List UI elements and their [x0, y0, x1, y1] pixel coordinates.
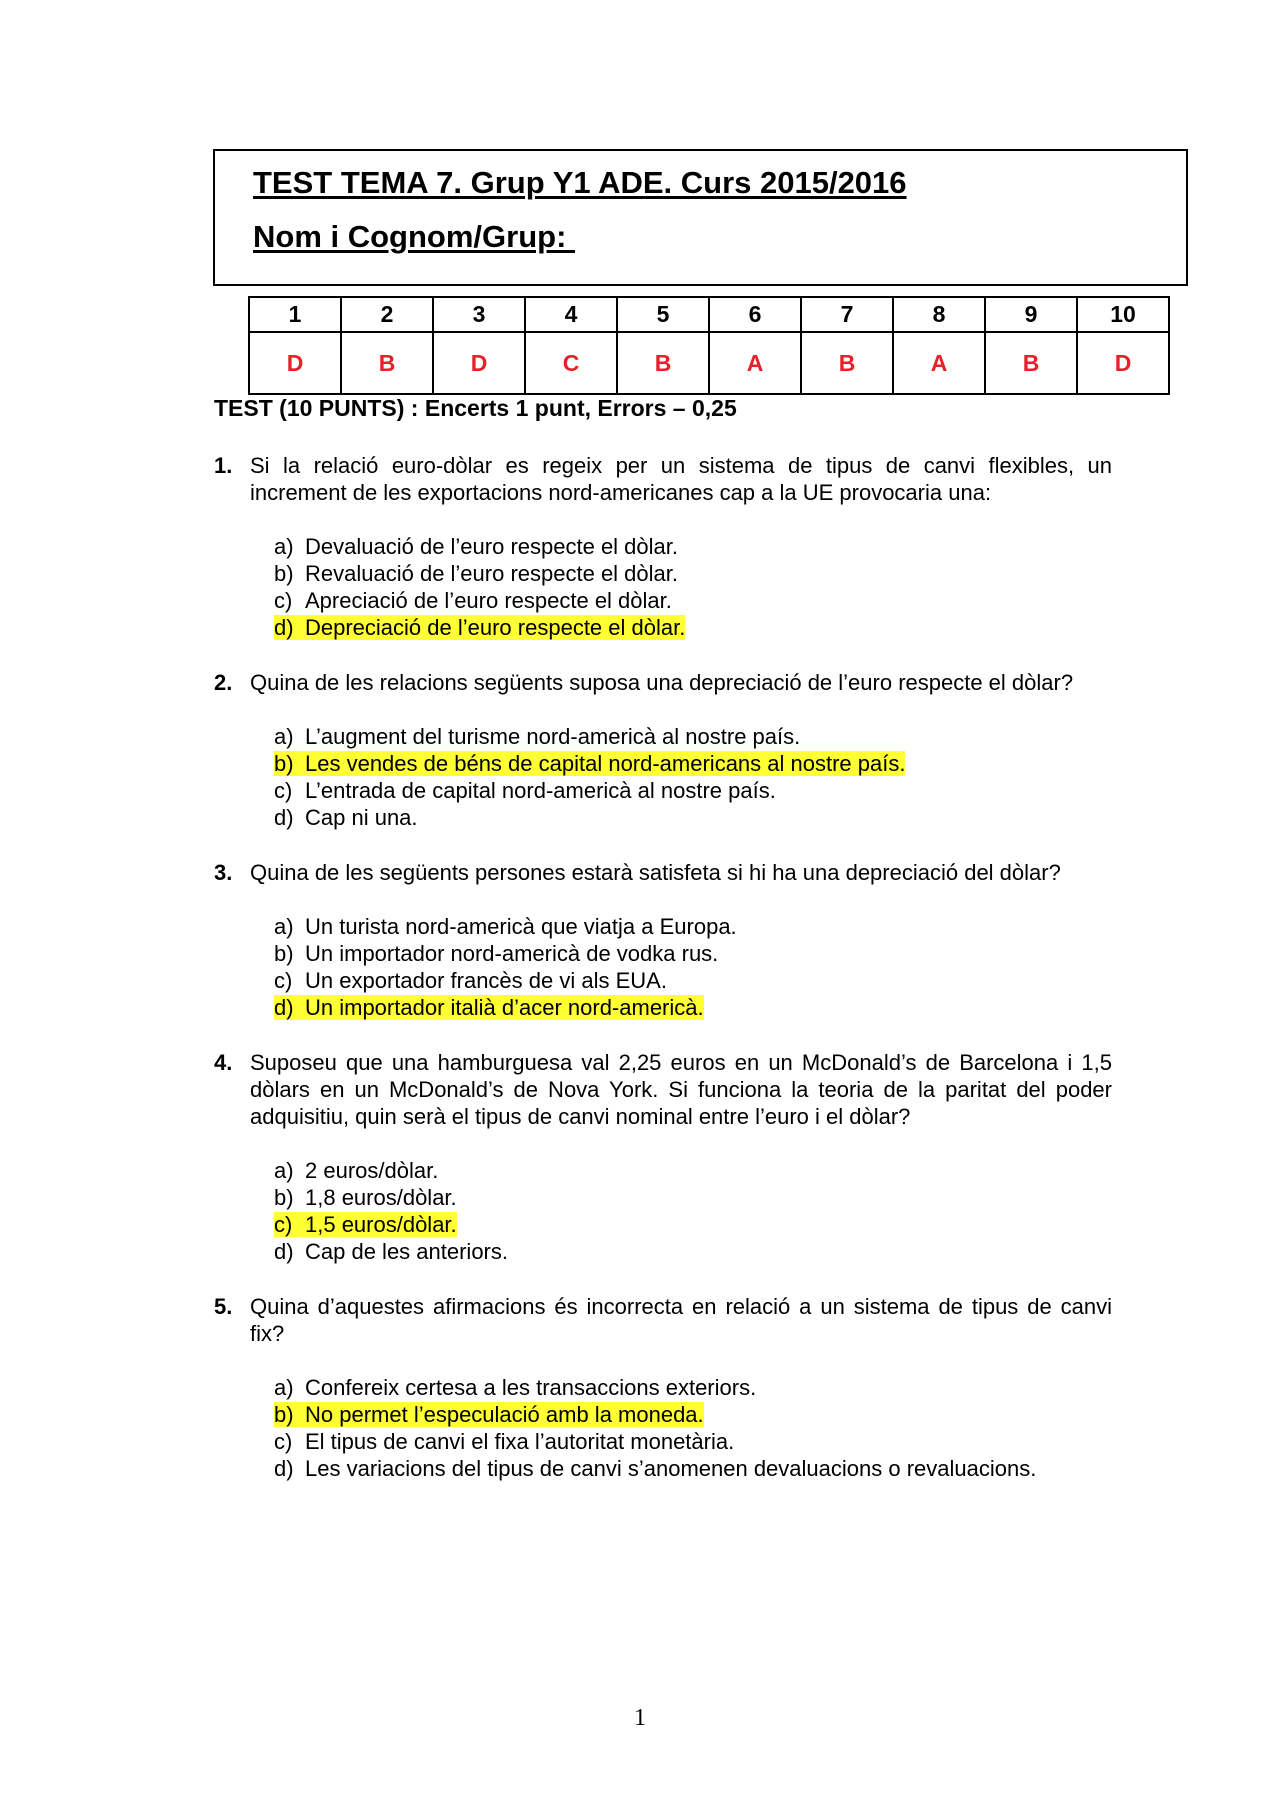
- question-item: [214, 859, 1112, 1021]
- question-number-cell: 6: [709, 297, 801, 332]
- question-number-cell: 3: [433, 297, 525, 332]
- page-number: 1: [634, 1705, 646, 1731]
- answer-option: [274, 940, 1112, 967]
- answer-option: [274, 1455, 1112, 1482]
- question-number-cell: 9: [985, 297, 1077, 332]
- question-text: Quina d’aquestes afirmacions és incorrecta en relació a un sistema de tipus de canvi fix?: [250, 1294, 1112, 1346]
- answers-row: [249, 332, 1169, 394]
- option-text: Un importador nord-americà de vodka rus.: [305, 941, 719, 966]
- option-text: Les vendes de béns de capital nord-americans al nostre país.: [305, 751, 906, 776]
- option-letter: a): [274, 1158, 294, 1183]
- answer-option: [274, 533, 1112, 560]
- option-letter: d): [274, 805, 294, 830]
- answer-option: [274, 1184, 1112, 1211]
- answer-option: [274, 804, 1112, 831]
- option-text: Confereix certesa a les transaccions exteriors.: [305, 1375, 757, 1400]
- question-item: [214, 669, 1112, 831]
- test-title: TEST TEMA 7. Grup Y1 ADE. Curs 2015/2016: [253, 165, 907, 200]
- answer-cell: B: [617, 332, 709, 394]
- questions-list: [214, 452, 1112, 1510]
- option-letter: d): [274, 1239, 294, 1264]
- answer-options: [274, 723, 1112, 831]
- option-text: 2 euros/dòlar.: [305, 1158, 439, 1183]
- question-text: Quina de les relacions següents suposa una depreciació de l’euro respecte el dòlar?: [250, 670, 1074, 695]
- answer-option: [274, 587, 1112, 614]
- answer-option-correct: [274, 1211, 1112, 1238]
- option-text: El tipus de canvi el fixa l’autoritat monetària.: [305, 1429, 735, 1454]
- option-text: Un importador italià d’acer nord-americà.: [305, 995, 704, 1020]
- answer-option: [274, 777, 1112, 804]
- option-text: Devaluació de l’euro respecte el dòlar.: [305, 534, 679, 559]
- option-text: Cap de les anteriors.: [305, 1239, 508, 1264]
- answer-option: [274, 1238, 1112, 1265]
- question-number: 1.: [214, 453, 233, 478]
- question-number: 2.: [214, 670, 233, 695]
- option-letter: c): [274, 778, 293, 803]
- option-text: Les variacions del tipus de canvi s’anomenen devaluacions o revaluacions.: [305, 1456, 1037, 1481]
- question-number-cell: 1: [249, 297, 341, 332]
- question-number: 4.: [214, 1050, 233, 1075]
- answer-option: [274, 967, 1112, 994]
- answer-options: [274, 533, 1112, 641]
- option-letter: a): [274, 1375, 294, 1400]
- option-text: L’augment del turisme nord-americà al nostre país.: [305, 724, 801, 749]
- question-item: [214, 452, 1112, 641]
- option-text: Un turista nord-americà que viatja a Europa.: [305, 914, 737, 939]
- option-letter: d): [274, 995, 294, 1020]
- answer-option: [274, 723, 1112, 750]
- question-number-cell: 10: [1077, 297, 1169, 332]
- answer-options: [274, 1374, 1112, 1482]
- answer-option: [274, 1374, 1112, 1401]
- question-item: [214, 1293, 1112, 1482]
- question-number-cell: 4: [525, 297, 617, 332]
- question-text: Si la relació euro-dòlar es regeix per un sistema de tipus de canvi flexibles, un increment de les exportacions nord-americanes cap a la UE provocaria una:: [250, 453, 1112, 505]
- answer-cell: D: [433, 332, 525, 394]
- option-text: No permet l’especulació amb la moneda.: [305, 1402, 704, 1427]
- answer-option-correct: [274, 750, 1112, 777]
- question-number-cell: 5: [617, 297, 709, 332]
- answer-cell: C: [525, 332, 617, 394]
- answer-cell: D: [249, 332, 341, 394]
- option-text: Cap ni una.: [305, 805, 418, 830]
- answer-cell: A: [893, 332, 985, 394]
- option-letter: c): [274, 968, 293, 993]
- option-letter: b): [274, 751, 294, 776]
- question-number: 5.: [214, 1294, 233, 1319]
- name-field-label: Nom i Cognom/Grup:: [253, 219, 576, 254]
- answer-cell: A: [709, 332, 801, 394]
- answer-option-correct: [274, 1401, 1112, 1428]
- question-number-cell: 8: [893, 297, 985, 332]
- option-text: 1,8 euros/dòlar.: [305, 1185, 457, 1210]
- answer-cell: B: [985, 332, 1077, 394]
- option-letter: b): [274, 941, 294, 966]
- option-text: 1,5 euros/dòlar.: [305, 1212, 457, 1237]
- answer-option-correct: [274, 994, 1112, 1021]
- option-text: Revaluació de l’euro respecte el dòlar.: [305, 561, 679, 586]
- answer-options: [274, 913, 1112, 1021]
- answer-option: [274, 913, 1112, 940]
- header-box: [213, 149, 1188, 286]
- answer-options: [274, 1157, 1112, 1265]
- option-letter: a): [274, 724, 294, 749]
- question-text: Suposeu que una hamburguesa val 2,25 euros en un McDonald’s de Barcelona i 1,5 dòlars en un McDonald’s de Nova York. Si funciona la teoria de la paritat del poder adquisitiu, quin serà el tipus de canvi nominal entre l’euro i el dòlar?: [250, 1050, 1112, 1129]
- answer-cell: B: [801, 332, 893, 394]
- question-number-cell: 2: [341, 297, 433, 332]
- question-text: Quina de les següents persones estarà satisfeta si hi ha una depreciació del dòlar?: [250, 860, 1061, 885]
- option-letter: a): [274, 534, 294, 559]
- option-letter: b): [274, 561, 294, 586]
- question-number: 3.: [214, 860, 233, 885]
- answer-cell: B: [341, 332, 433, 394]
- option-text: Apreciació de l’euro respecte el dòlar.: [305, 588, 672, 613]
- scoring-rules: TEST (10 PUNTS) : Encerts 1 punt, Errors – 0,25: [214, 395, 737, 421]
- question-numbers-row: [249, 297, 1169, 332]
- option-text: L’entrada de capital nord-americà al nostre país.: [305, 778, 776, 803]
- option-text: Depreciació de l’euro respecte el dòlar.: [305, 615, 686, 640]
- option-letter: d): [274, 1456, 294, 1481]
- question-item: [214, 1049, 1112, 1265]
- answer-key-table: [248, 296, 1170, 395]
- option-letter: c): [274, 588, 293, 613]
- option-text: Un exportador francès de vi als EUA.: [305, 968, 667, 993]
- option-letter: c): [274, 1212, 293, 1237]
- option-letter: b): [274, 1185, 294, 1210]
- answer-option: [274, 1428, 1112, 1455]
- option-letter: a): [274, 914, 294, 939]
- answer-option-correct: [274, 614, 1112, 641]
- question-number-cell: 7: [801, 297, 893, 332]
- answer-option: [274, 1157, 1112, 1184]
- answer-cell: D: [1077, 332, 1169, 394]
- option-letter: c): [274, 1429, 293, 1454]
- answer-option: [274, 560, 1112, 587]
- option-letter: b): [274, 1402, 294, 1427]
- option-letter: d): [274, 615, 294, 640]
